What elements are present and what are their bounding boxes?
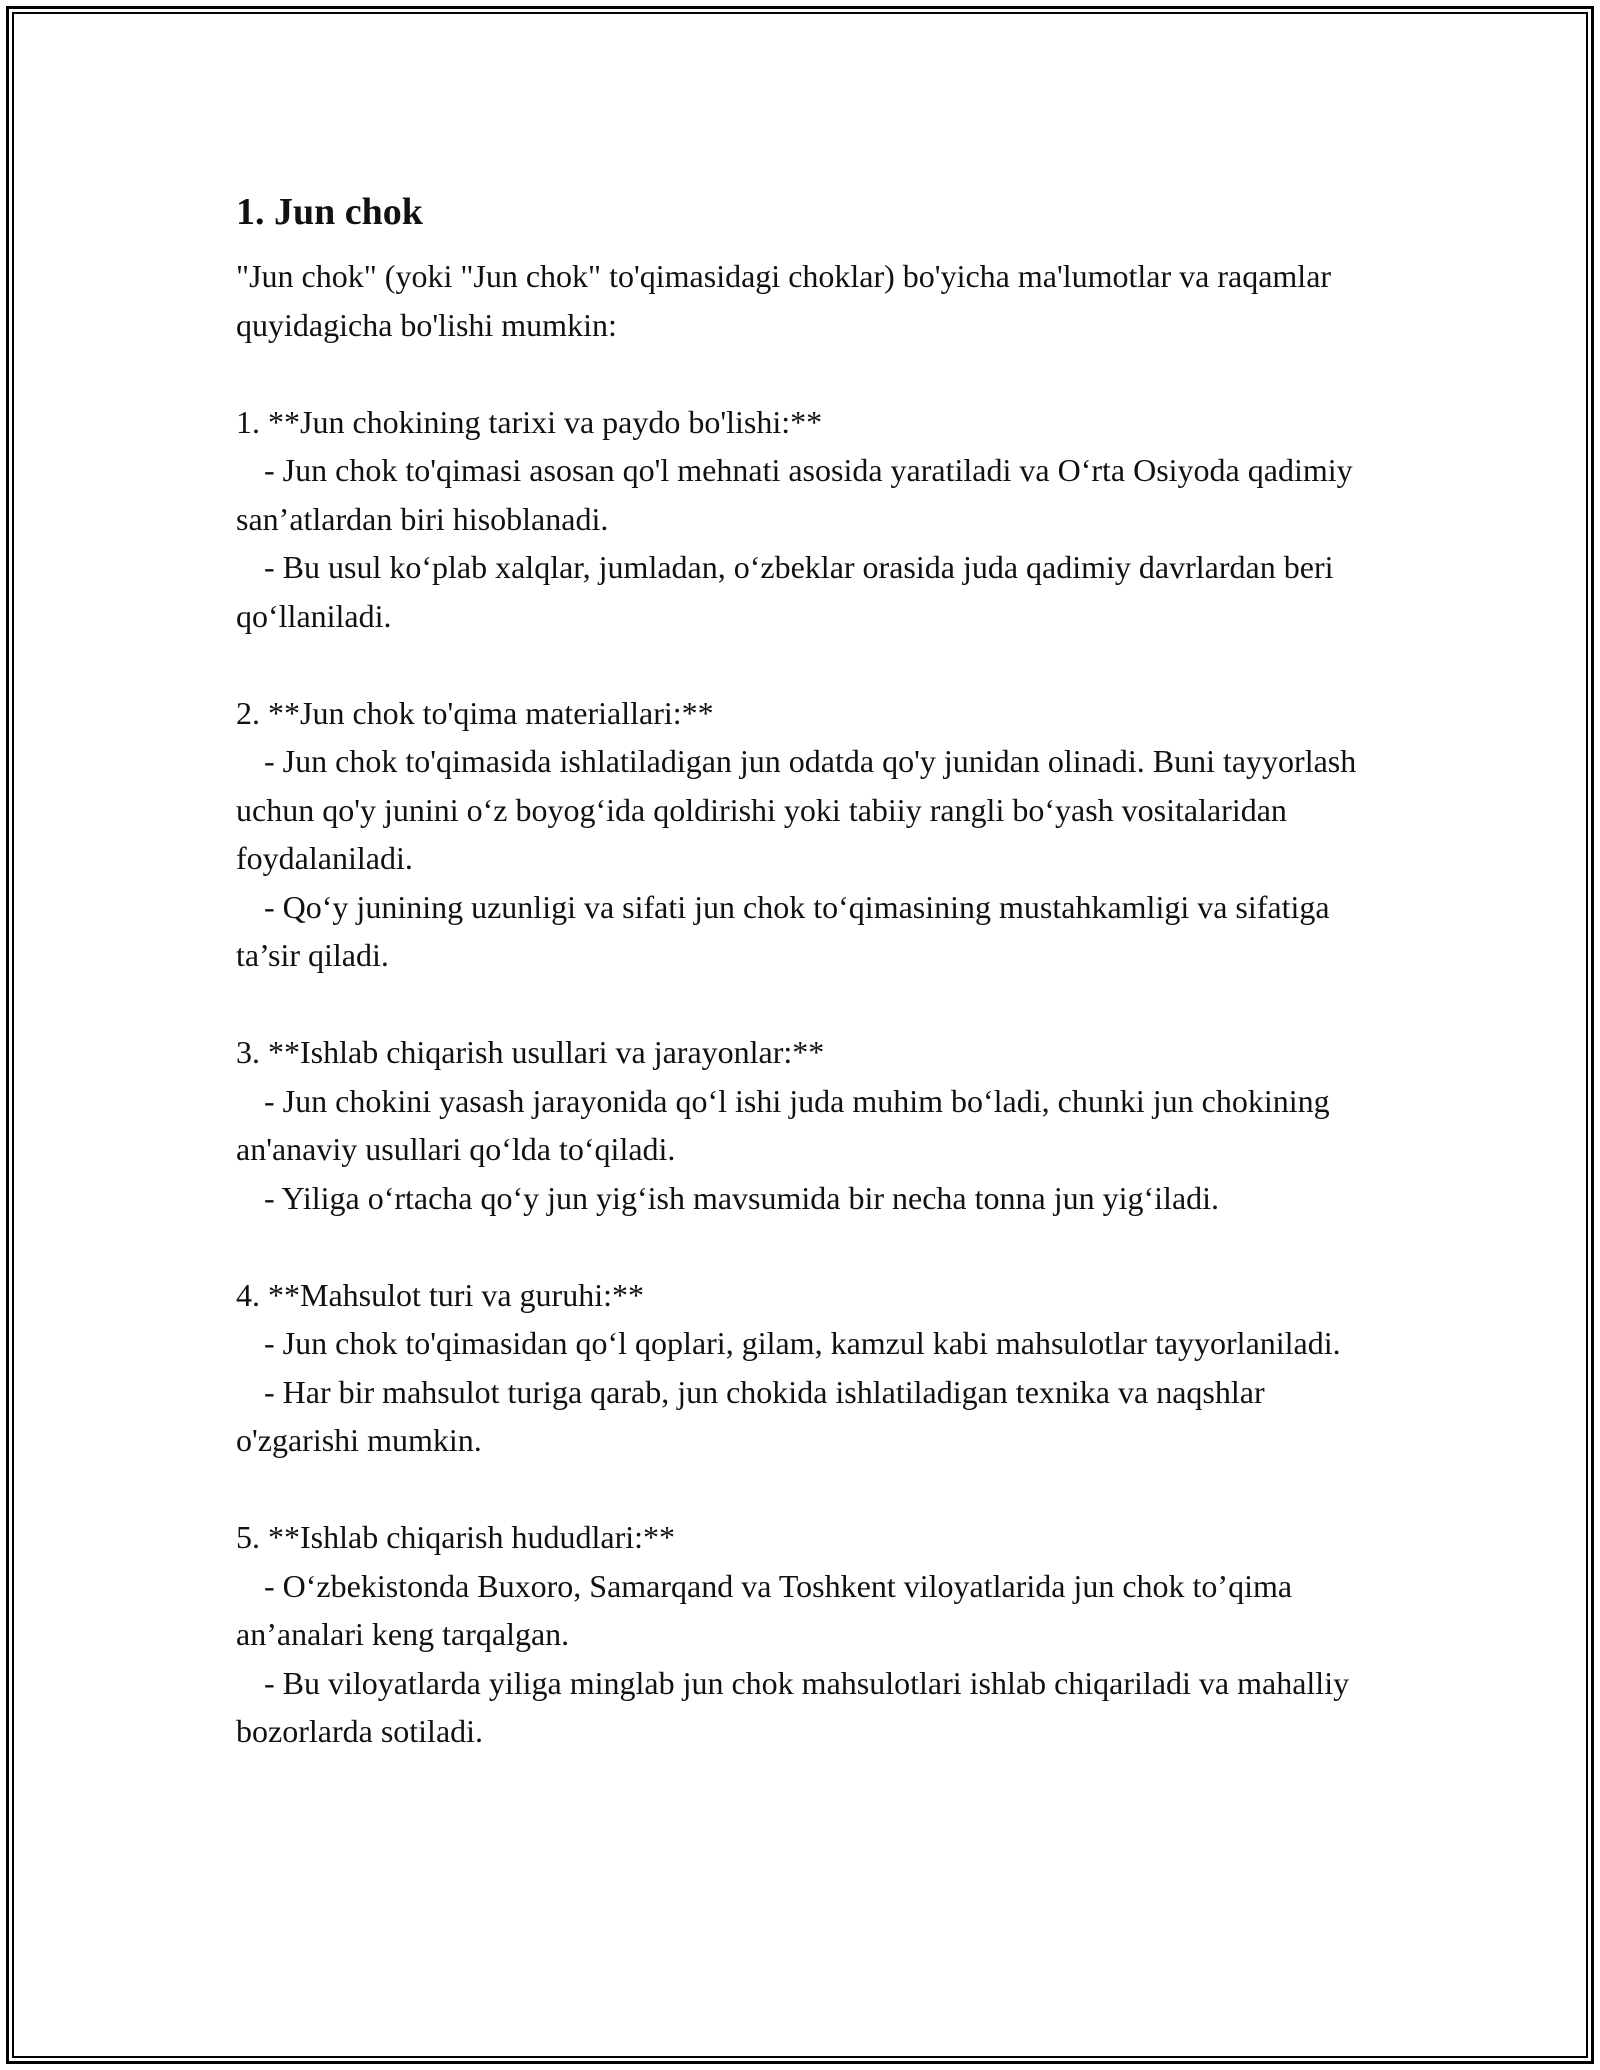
section-heading: 1. **Jun chokining tarixi va paydo bo'lishi:** bbox=[236, 403, 823, 440]
section-history bbox=[236, 398, 1386, 641]
section-heading: 2. **Jun chok to'qima materiallari:** bbox=[236, 694, 714, 731]
section-product-types bbox=[236, 1271, 1386, 1465]
section-item: - Bu usul ko‘plab xalqlar, jumladan, o‘zbeklar orasida juda qadimiy davrlardan beri qo‘llaniladi. bbox=[236, 549, 1334, 634]
section-heading: 4. **Mahsulot turi va guruhi:** bbox=[236, 1276, 644, 1313]
intro-paragraph: "Jun chok" (yoki "Jun chok" to'qimasidagi choklar) bo'yicha ma'lumotlar va raqamlar quyidagicha bo'lishi mumkin: bbox=[236, 258, 1340, 343]
section-materials bbox=[236, 689, 1386, 980]
document-title: 1. Jun chok bbox=[236, 191, 423, 233]
section-item: - Yiliga o‘rtacha qo‘y jun yig‘ish mavsumida bir necha tonna jun yig‘iladi. bbox=[264, 1179, 1220, 1216]
document-body bbox=[236, 186, 1386, 1756]
section-heading: 5. **Ishlab chiqarish hududlari:** bbox=[236, 1519, 676, 1555]
section-production-regions bbox=[236, 1513, 1386, 1756]
section-item: - Jun chok to'qimasida ishlatiladigan jun odatda qo'y junidan olinadi. Buni tayyorlash uchun qo'y junini o‘z boyog‘ida qoldirishi yoki tabiiy rangli bo‘yash vositalaridan foydalaniladi. bbox=[236, 743, 1357, 876]
section-item: - Jun chokini yasash jarayonida qo‘l ishi juda muhim bo‘ladi, chunki jun chokining an'anaviy usullari qo‘lda to‘qiladi. bbox=[236, 1082, 1330, 1167]
section-heading: 3. **Ishlab chiqarish usullari va jarayonlar:** bbox=[236, 1034, 825, 1070]
section-item: - Bu viloyatlarda yiliga minglab jun chok mahsulotlari ishlab chiqariladi va mahalliy bozorlarda sotiladi. bbox=[236, 1664, 1350, 1749]
section-item: - Qo‘y junining uzunligi va sifati jun chok to‘qimasining mustahkamligi va sifatiga ta’sir qiladi. bbox=[236, 888, 1330, 973]
section-item: - Jun chok to'qimasi asosan qo'l mehnati asosida yaratiladi va O‘rta Osiyoda qadimiy san’atlardan biri hisoblanadi. bbox=[236, 452, 1353, 537]
section-production-methods bbox=[236, 1028, 1386, 1222]
section-item: - Jun chok to'qimasidan qo‘l qoplari, gilam, kamzul kabi mahsulotlar tayyorlaniladi. bbox=[264, 1325, 1341, 1361]
section-item: - Har bir mahsulot turiga qarab, jun chokida ishlatiladigan texnika va naqshlar o'zgarishi mumkin. bbox=[236, 1373, 1265, 1458]
section-item: - O‘zbekistonda Buxoro, Samarqand va Toshkent viloyatlarida jun chok to’qima an’analari keng tarqalgan. bbox=[236, 1567, 1293, 1652]
